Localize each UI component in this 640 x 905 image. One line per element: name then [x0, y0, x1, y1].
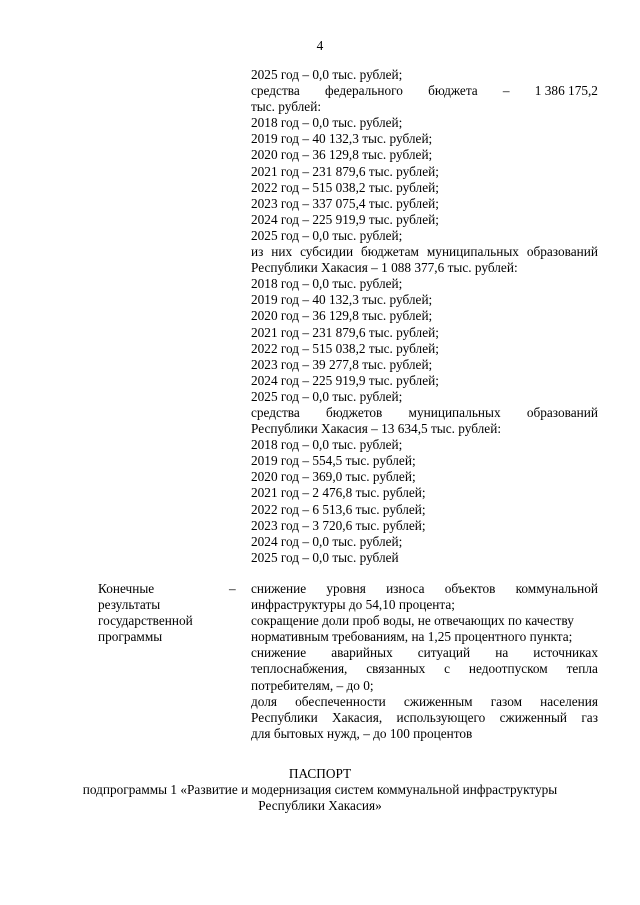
- word: 1 386 175,2: [534, 83, 598, 99]
- funding-line: [251, 83, 598, 99]
- word: сжиженный: [499, 709, 568, 725]
- word: обеспеченности: [295, 693, 386, 709]
- word: износа: [386, 581, 425, 596]
- funding-line: [251, 244, 598, 260]
- funding-line: 2019 год – 554,5 тыс. рублей;: [251, 453, 416, 469]
- funding-line: 2018 год – 0,0 тыс. рублей;: [251, 437, 403, 453]
- word: федерального: [324, 83, 403, 99]
- word: образований: [526, 244, 598, 260]
- funding-line: 2024 год – 225 919,9 тыс. рублей;: [251, 211, 439, 227]
- funding-line: 2018 год – 0,0 тыс. рублей;: [251, 276, 403, 292]
- result-line: [251, 645, 598, 661]
- page-number: 4: [316, 38, 324, 53]
- word: средства: [251, 404, 300, 420]
- result-line: [251, 710, 598, 726]
- result-line: [251, 581, 598, 597]
- word: доля: [251, 693, 277, 709]
- word: муниципальных: [408, 404, 501, 420]
- results-dash: –: [229, 581, 236, 596]
- funding-line: 2020 год – 36 129,8 тыс. рублей;: [251, 308, 433, 324]
- funding-sources-block: [251, 67, 598, 566]
- funding-line: 2022 год – 515 038,2 тыс. рублей;: [251, 179, 439, 195]
- word: бюджета: [428, 83, 478, 99]
- word: коммунальной: [515, 581, 598, 596]
- passport-subtitle-line-1: подпрограммы 1 «Развитие и модернизация систем коммунальной инфраструктуры: [82, 782, 558, 797]
- word: недоотпуском: [468, 661, 548, 677]
- funding-line: 2021 год – 2 476,8 тыс. рублей;: [251, 485, 426, 501]
- results-label-line: государственной: [98, 613, 193, 629]
- funding-line: 2023 год – 39 277,8 тыс. рублей;: [251, 356, 433, 372]
- word: Республики: [251, 709, 318, 725]
- funding-line: 2018 год – 0,0 тыс. рублей;: [251, 115, 403, 131]
- word: тепла: [566, 661, 598, 677]
- result-line: инфраструктуры до 54,10 процента;: [251, 597, 455, 613]
- result-line: нормативным требованиям, на 1,25 процентного пункта;: [251, 629, 573, 645]
- word: аварийных: [331, 645, 393, 661]
- word: муниципальных: [426, 244, 519, 260]
- passport-subtitle-line-2: Республики Хакасия»: [258, 798, 382, 813]
- word: ситуаций: [417, 645, 471, 661]
- result-line: потребителям, – до 0;: [251, 677, 374, 693]
- funding-line: тыс. рублей:: [251, 99, 322, 115]
- result-line: [251, 694, 598, 710]
- word: снижение: [251, 581, 307, 596]
- word: снижение: [251, 645, 307, 661]
- word: бюджетам: [360, 244, 419, 260]
- word: Хакасия,: [332, 709, 383, 725]
- funding-line: 2024 год – 0,0 тыс. рублей;: [251, 533, 403, 549]
- word: средства: [251, 83, 300, 99]
- word: населения: [540, 693, 598, 709]
- funding-line: 2021 год – 231 879,6 тыс. рублей;: [251, 324, 439, 340]
- word: –: [502, 83, 510, 99]
- word: субсидии: [300, 244, 354, 260]
- funding-line: 2025 год – 0,0 тыс. рублей;: [251, 388, 403, 404]
- funding-line: 2020 год – 36 129,8 тыс. рублей;: [251, 147, 433, 163]
- funding-line: 2023 год – 3 720,6 тыс. рублей;: [251, 517, 426, 533]
- funding-line: 2019 год – 40 132,3 тыс. рублей;: [251, 131, 433, 147]
- funding-line: 2023 год – 337 075,4 тыс. рублей;: [251, 195, 439, 211]
- funding-line: [251, 405, 598, 421]
- funding-line: 2025 год – 0,0 тыс. рублей;: [251, 227, 403, 243]
- word: уровня: [326, 581, 366, 596]
- funding-line: 2022 год – 6 513,6 тыс. рублей;: [251, 501, 426, 517]
- funding-line: 2020 год – 369,0 тыс. рублей;: [251, 469, 416, 485]
- word: источниках: [533, 645, 598, 661]
- result-line: сокращение доли проб воды, не отвечающих по качеству: [251, 613, 574, 629]
- word: сжиженным: [403, 693, 473, 709]
- word: на: [495, 645, 509, 661]
- results-label-line: результаты: [98, 597, 161, 613]
- word: газом: [490, 693, 523, 709]
- passport-title: ПАСПОРТ: [288, 766, 352, 781]
- funding-line: Республики Хакасия – 13 634,5 тыс. рублей:: [251, 421, 502, 437]
- word: объектов: [444, 581, 496, 596]
- funding-line: 2024 год – 225 919,9 тыс. рублей;: [251, 372, 439, 388]
- funding-line: 2019 год – 40 132,3 тыс. рублей;: [251, 292, 433, 308]
- word: с: [444, 661, 451, 677]
- funding-line: 2025 год – 0,0 тыс. рублей;: [251, 67, 403, 82]
- results-label-line: Конечные: [98, 581, 155, 596]
- results-label: [98, 581, 208, 645]
- word: теплоснабжения,: [251, 661, 348, 677]
- word: образований: [526, 404, 598, 420]
- word: бюджетов: [326, 404, 383, 420]
- funding-line: 2021 год – 231 879,6 тыс. рублей;: [251, 163, 439, 179]
- funding-line: 2025 год – 0,0 тыс. рублей: [251, 549, 399, 565]
- result-line: [251, 661, 598, 677]
- word: использующего: [396, 709, 486, 725]
- funding-line: 2022 год – 515 038,2 тыс. рублей;: [251, 340, 439, 356]
- word: связанных: [366, 661, 426, 677]
- word: газ: [581, 709, 598, 725]
- word: них: [271, 244, 293, 260]
- word: из: [251, 244, 264, 260]
- funding-line: Республики Хакасия – 1 088 377,6 тыс. рублей:: [251, 260, 518, 276]
- results-block: [251, 581, 598, 742]
- result-line: для бытовых нужд, – до 100 процентов: [251, 725, 473, 741]
- results-label-line: программы: [98, 629, 163, 645]
